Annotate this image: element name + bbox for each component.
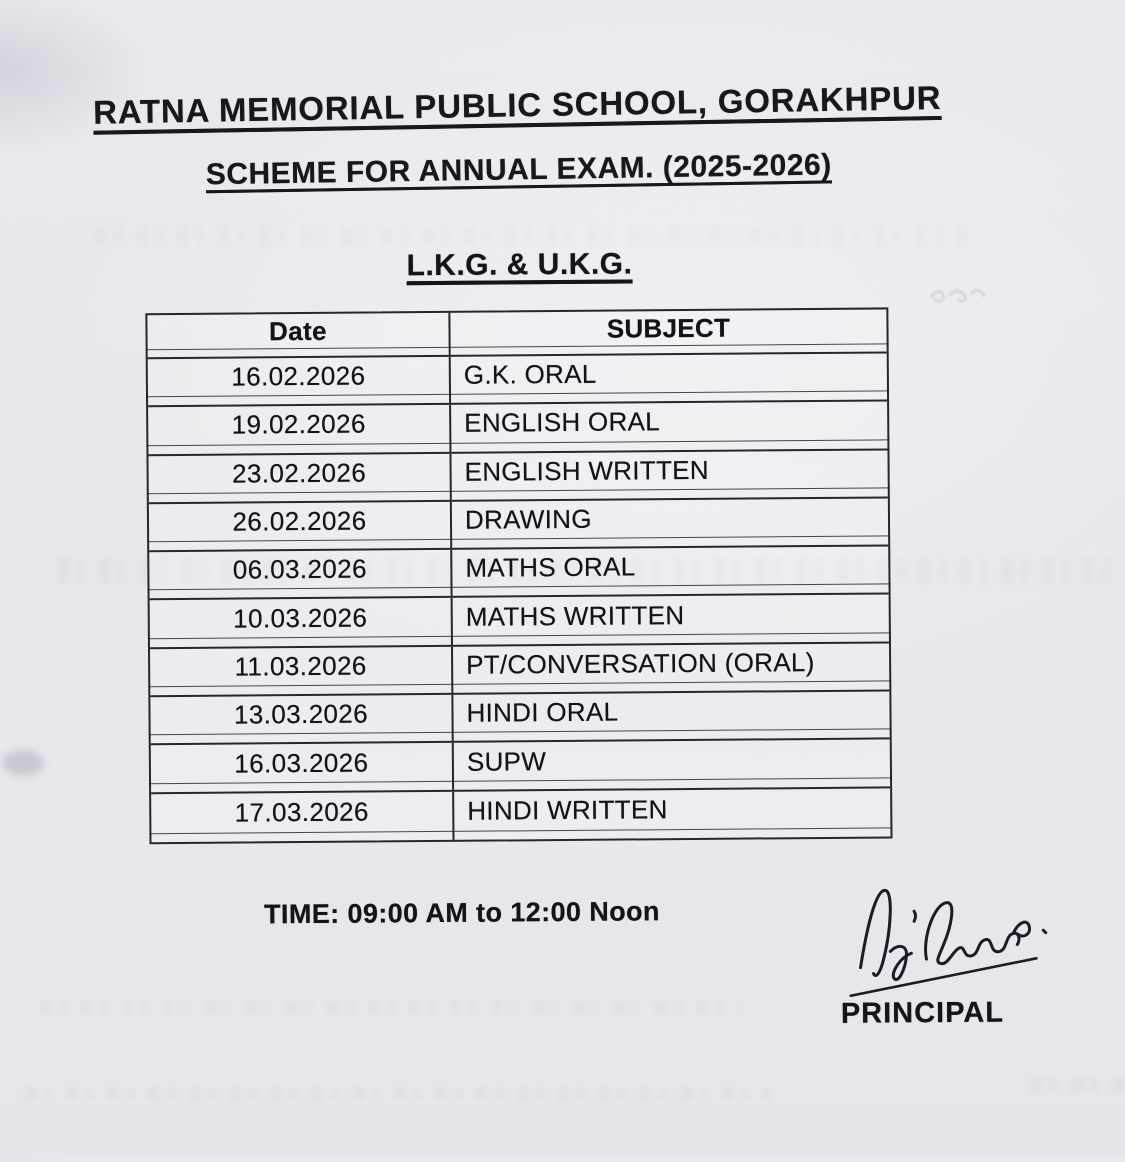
date-cell: 16.02.2026 [148, 357, 451, 406]
table-row [149, 498, 888, 552]
date-column-header: Date [147, 313, 450, 357]
date-cell: 10.03.2026 [150, 598, 453, 647]
table-row [151, 740, 890, 794]
exam-schedule-table [145, 307, 892, 844]
table-row [148, 402, 887, 456]
date-cell: 26.02.2026 [149, 502, 452, 551]
table-row [151, 788, 890, 842]
table-body [148, 353, 891, 842]
subject-column-header: SUBJECT [606, 312, 731, 344]
subject-cell: SUPW [466, 745, 547, 777]
exam-scheme-subtitle: SCHEME FOR ANNUAL EXAM. (2025-2026) [205, 148, 832, 192]
table-row [150, 692, 889, 746]
date-cell: 06.03.2026 [149, 550, 452, 599]
date-cell: 11.03.2026 [150, 647, 453, 696]
school-name-title: RATNA MEMORIAL PUBLIC SCHOOL, GORAKHPUR [92, 78, 942, 131]
table-row [148, 353, 887, 407]
principal-signature-icon [846, 878, 1072, 1000]
subject-cell: DRAWING [464, 503, 592, 535]
date-cell: 16.03.2026 [151, 743, 454, 792]
subject-cell: PT/CONVERSATION (ORAL) [466, 646, 815, 680]
table-row [150, 643, 889, 697]
table-header-row [147, 309, 886, 359]
subject-cell: ENGLISH ORAL [464, 406, 661, 439]
signature-block [840, 878, 1077, 1040]
principal-label: PRINCIPAL [840, 996, 1005, 1030]
class-heading: L.K.G. & U.K.G. [406, 247, 633, 283]
exam-time-note: TIME: 09:00 AM to 12:00 Noon [263, 896, 660, 930]
table-row [150, 595, 889, 649]
date-cell: 17.03.2026 [151, 792, 454, 843]
table-row [149, 547, 888, 601]
date-cell: 23.02.2026 [148, 453, 451, 502]
date-cell: 13.03.2026 [150, 695, 453, 744]
table-row [148, 450, 887, 504]
subject-cell: HINDI ORAL [466, 696, 619, 728]
subject-cell: ENGLISH WRITTEN [464, 454, 710, 487]
subject-cell: MATHS WRITTEN [465, 599, 685, 632]
date-cell: 19.02.2026 [148, 405, 451, 454]
subject-cell: MATHS ORAL [465, 551, 636, 584]
subject-cell: HINDI WRITTEN [467, 793, 668, 826]
subject-cell: G.K. ORAL [463, 358, 597, 390]
